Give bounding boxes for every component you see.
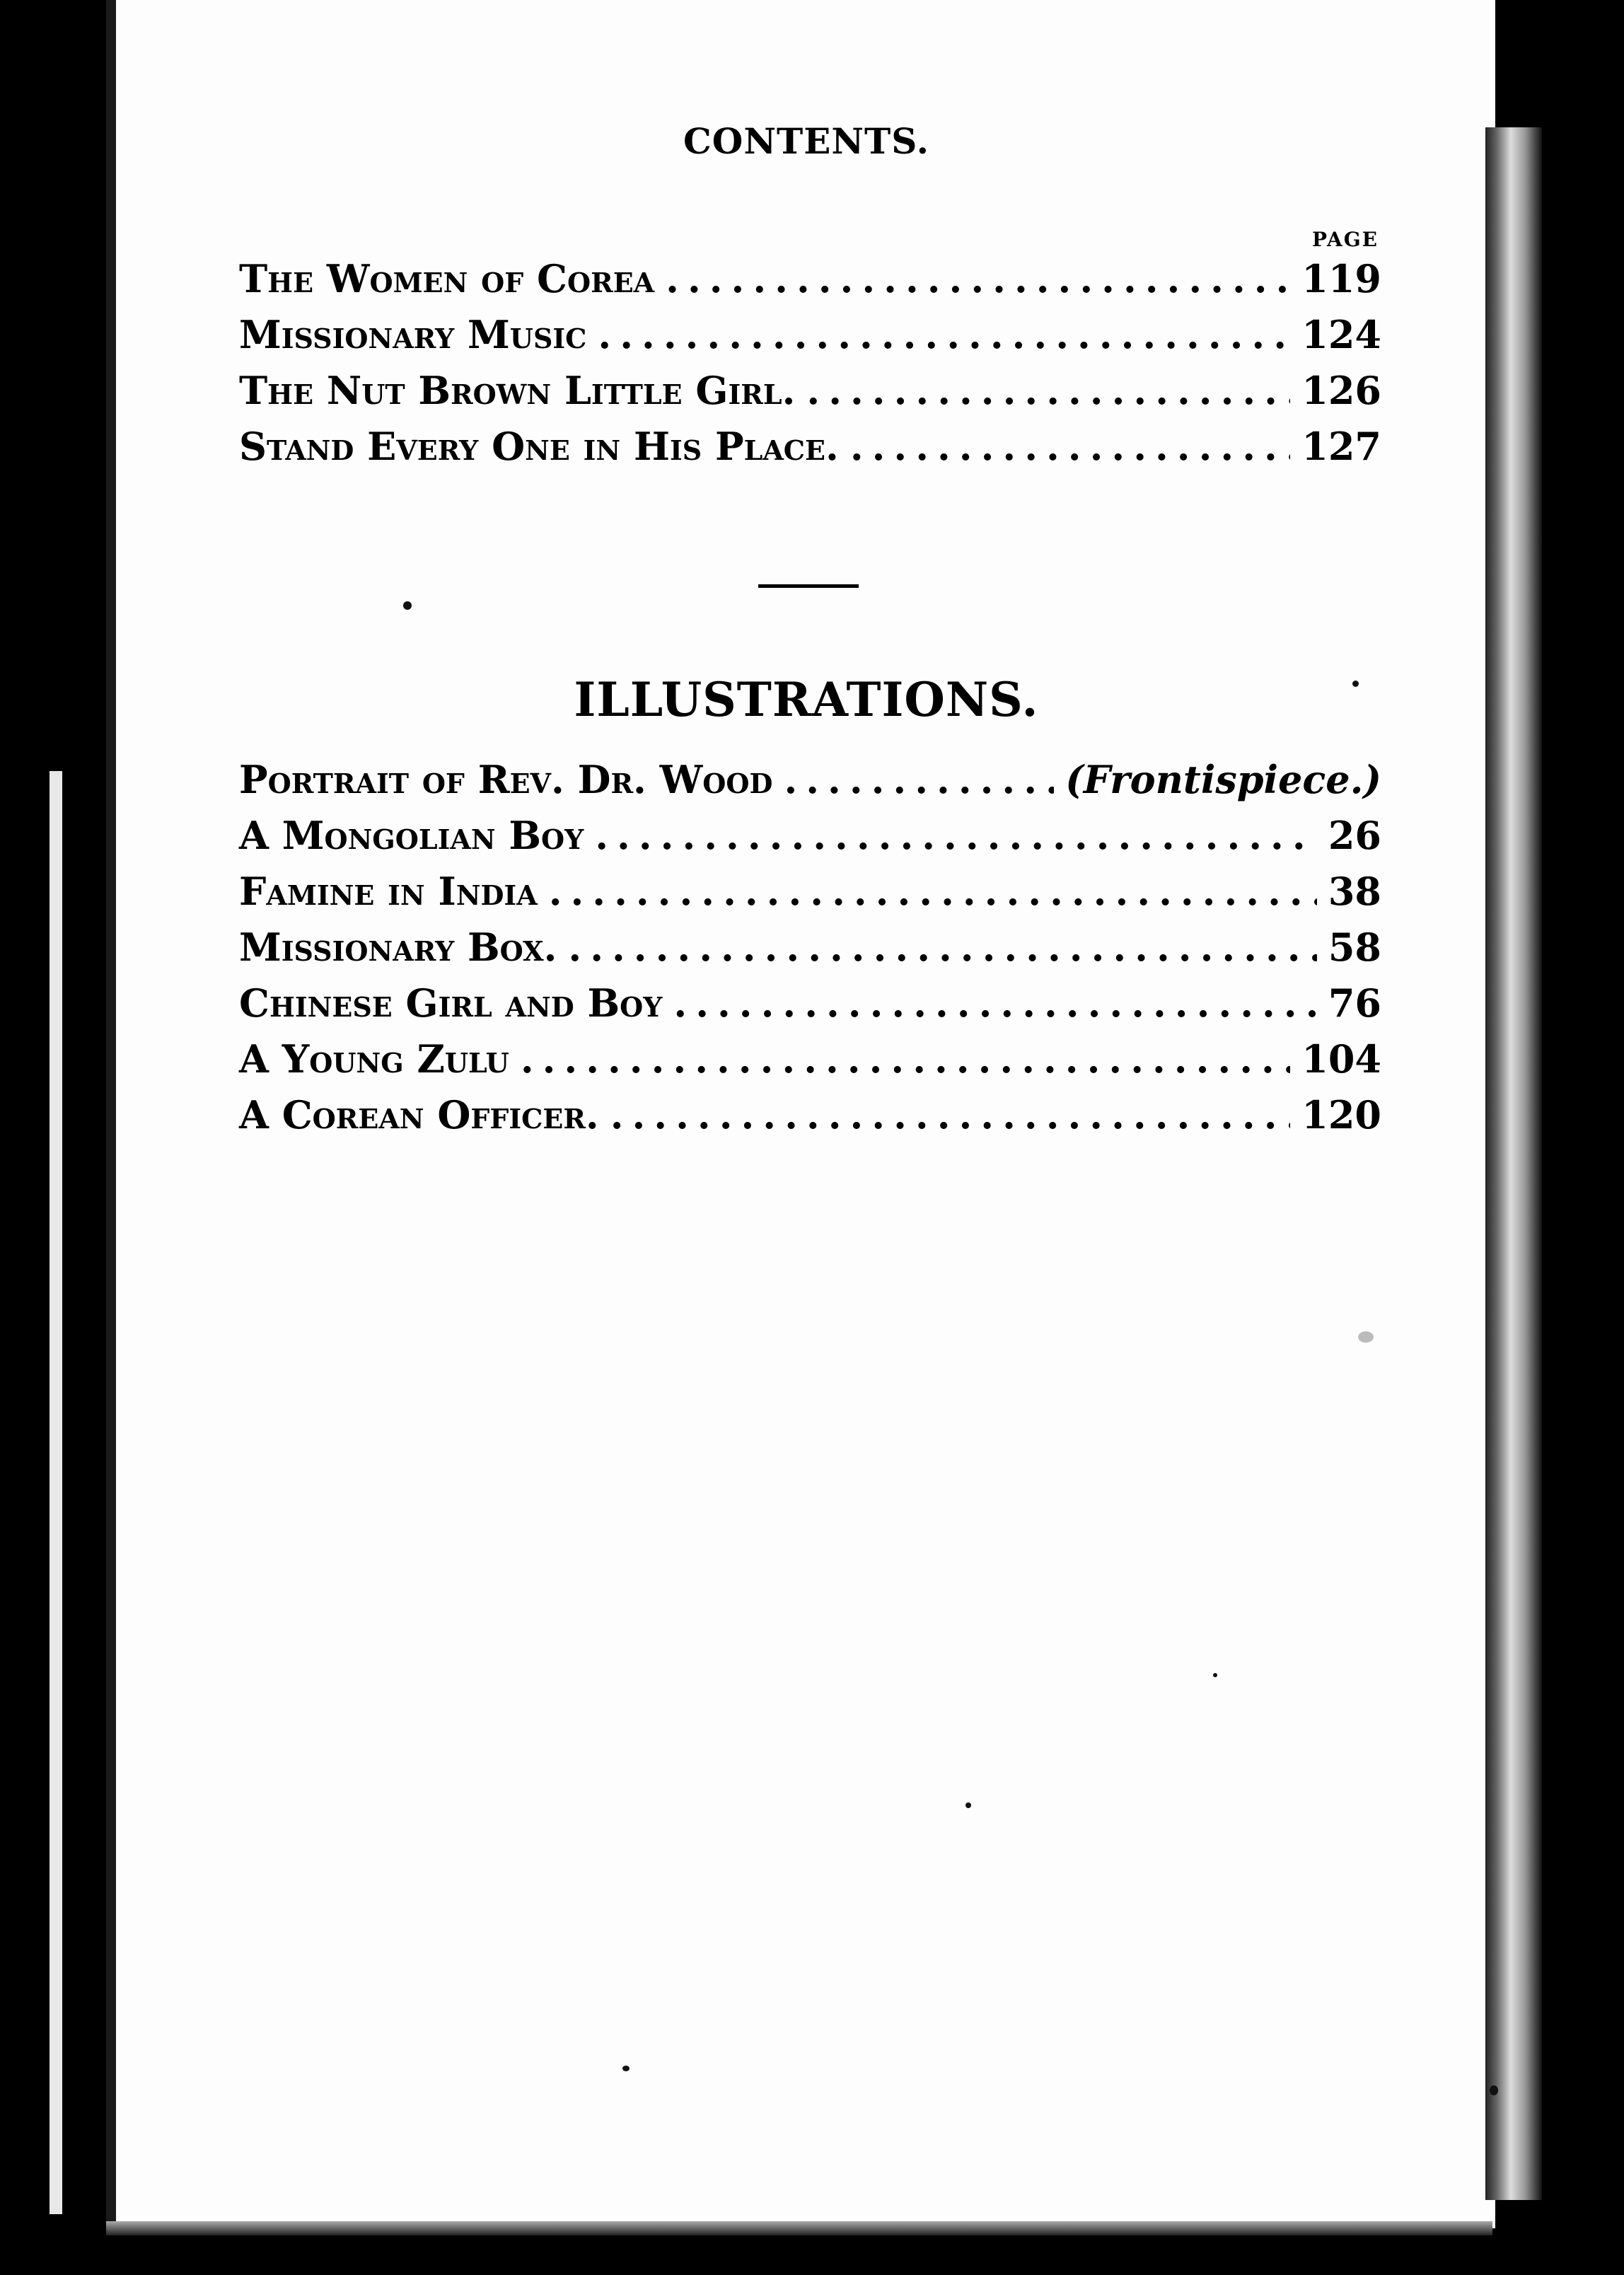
page-bottom-edge [106,2221,1492,2235]
toc-entry[interactable] [239,424,1381,480]
toc-entry-title: Stand Every One in His Place. [239,424,839,469]
toc-entry-title: Missionary Music [239,312,587,357]
illustration-entry-page: 76 [1328,980,1381,1026]
scan-speck [1490,2085,1498,2095]
illustration-entry[interactable] [239,757,1381,813]
dot-leader [595,813,1317,858]
illustration-entry[interactable] [239,1092,1381,1148]
dot-leader [673,980,1316,1026]
scan-speck [965,1802,971,1808]
toc-entry[interactable] [239,312,1381,368]
illustration-entry-title: Chinese Girl and Boy [239,980,663,1026]
toc-entry[interactable] [239,368,1381,424]
illustration-entry-page: 58 [1328,925,1381,970]
dot-leader [806,368,1290,413]
toc-entry-title: The Women of Corea [239,256,655,301]
illustrations-heading: ILLUSTRATIONS. [574,672,1039,727]
scan-left-strip [50,771,62,2214]
illustration-entry-page: 26 [1328,813,1381,858]
illustration-entry-title: Famine in India [239,869,538,914]
dot-leader [610,1092,1291,1138]
illustration-entry[interactable] [239,925,1381,980]
illustration-entry-title: A Corean Officer. [239,1092,599,1138]
dot-leader [549,869,1317,914]
illustration-entry[interactable] [239,813,1381,869]
illustration-entry-page: 104 [1301,1036,1381,1082]
dot-leader [850,424,1290,469]
illustration-entry-title: A Young Zulu [239,1036,509,1082]
toc-entry-title: The Nut Brown Little Girl. [239,368,796,413]
dot-leader [784,757,1054,802]
illustration-entry-page: 120 [1301,1092,1381,1138]
toc-entry-page: 126 [1301,368,1381,413]
page-column-label: PAGE [1312,228,1379,251]
illustration-entry-page: (Frontispiece.) [1065,757,1381,802]
toc-entry-page: 127 [1301,424,1381,469]
illustration-entry-title: A Mongolian Boy [239,813,584,858]
toc-entry-page: 119 [1301,256,1381,301]
dot-leader [521,1036,1290,1082]
dot-leader [568,925,1316,970]
illustrations-list [239,757,1381,1148]
illustration-entry-page: 38 [1328,869,1381,914]
section-divider [758,584,859,588]
dot-leader [598,312,1290,357]
scan-speck [1213,1673,1217,1677]
illustration-entry-title: Missionary Box. [239,925,557,970]
page-fold-edge [1485,127,1542,2200]
toc-entry[interactable] [239,256,1381,312]
toc-entry-page: 124 [1301,312,1381,357]
illustration-entry[interactable] [239,980,1381,1036]
contents-list [239,256,1381,480]
scan-speck [1358,1331,1374,1343]
illustration-entry[interactable] [239,869,1381,925]
illustration-entry[interactable] [239,1036,1381,1092]
contents-heading: CONTENTS. [683,120,929,162]
dot-leader [666,256,1290,301]
scan-speck [622,2066,630,2071]
scan-speck [403,601,412,610]
scan-speck [1352,681,1359,687]
illustration-entry-title: Portrait of Rev. Dr. Wood [239,757,773,802]
